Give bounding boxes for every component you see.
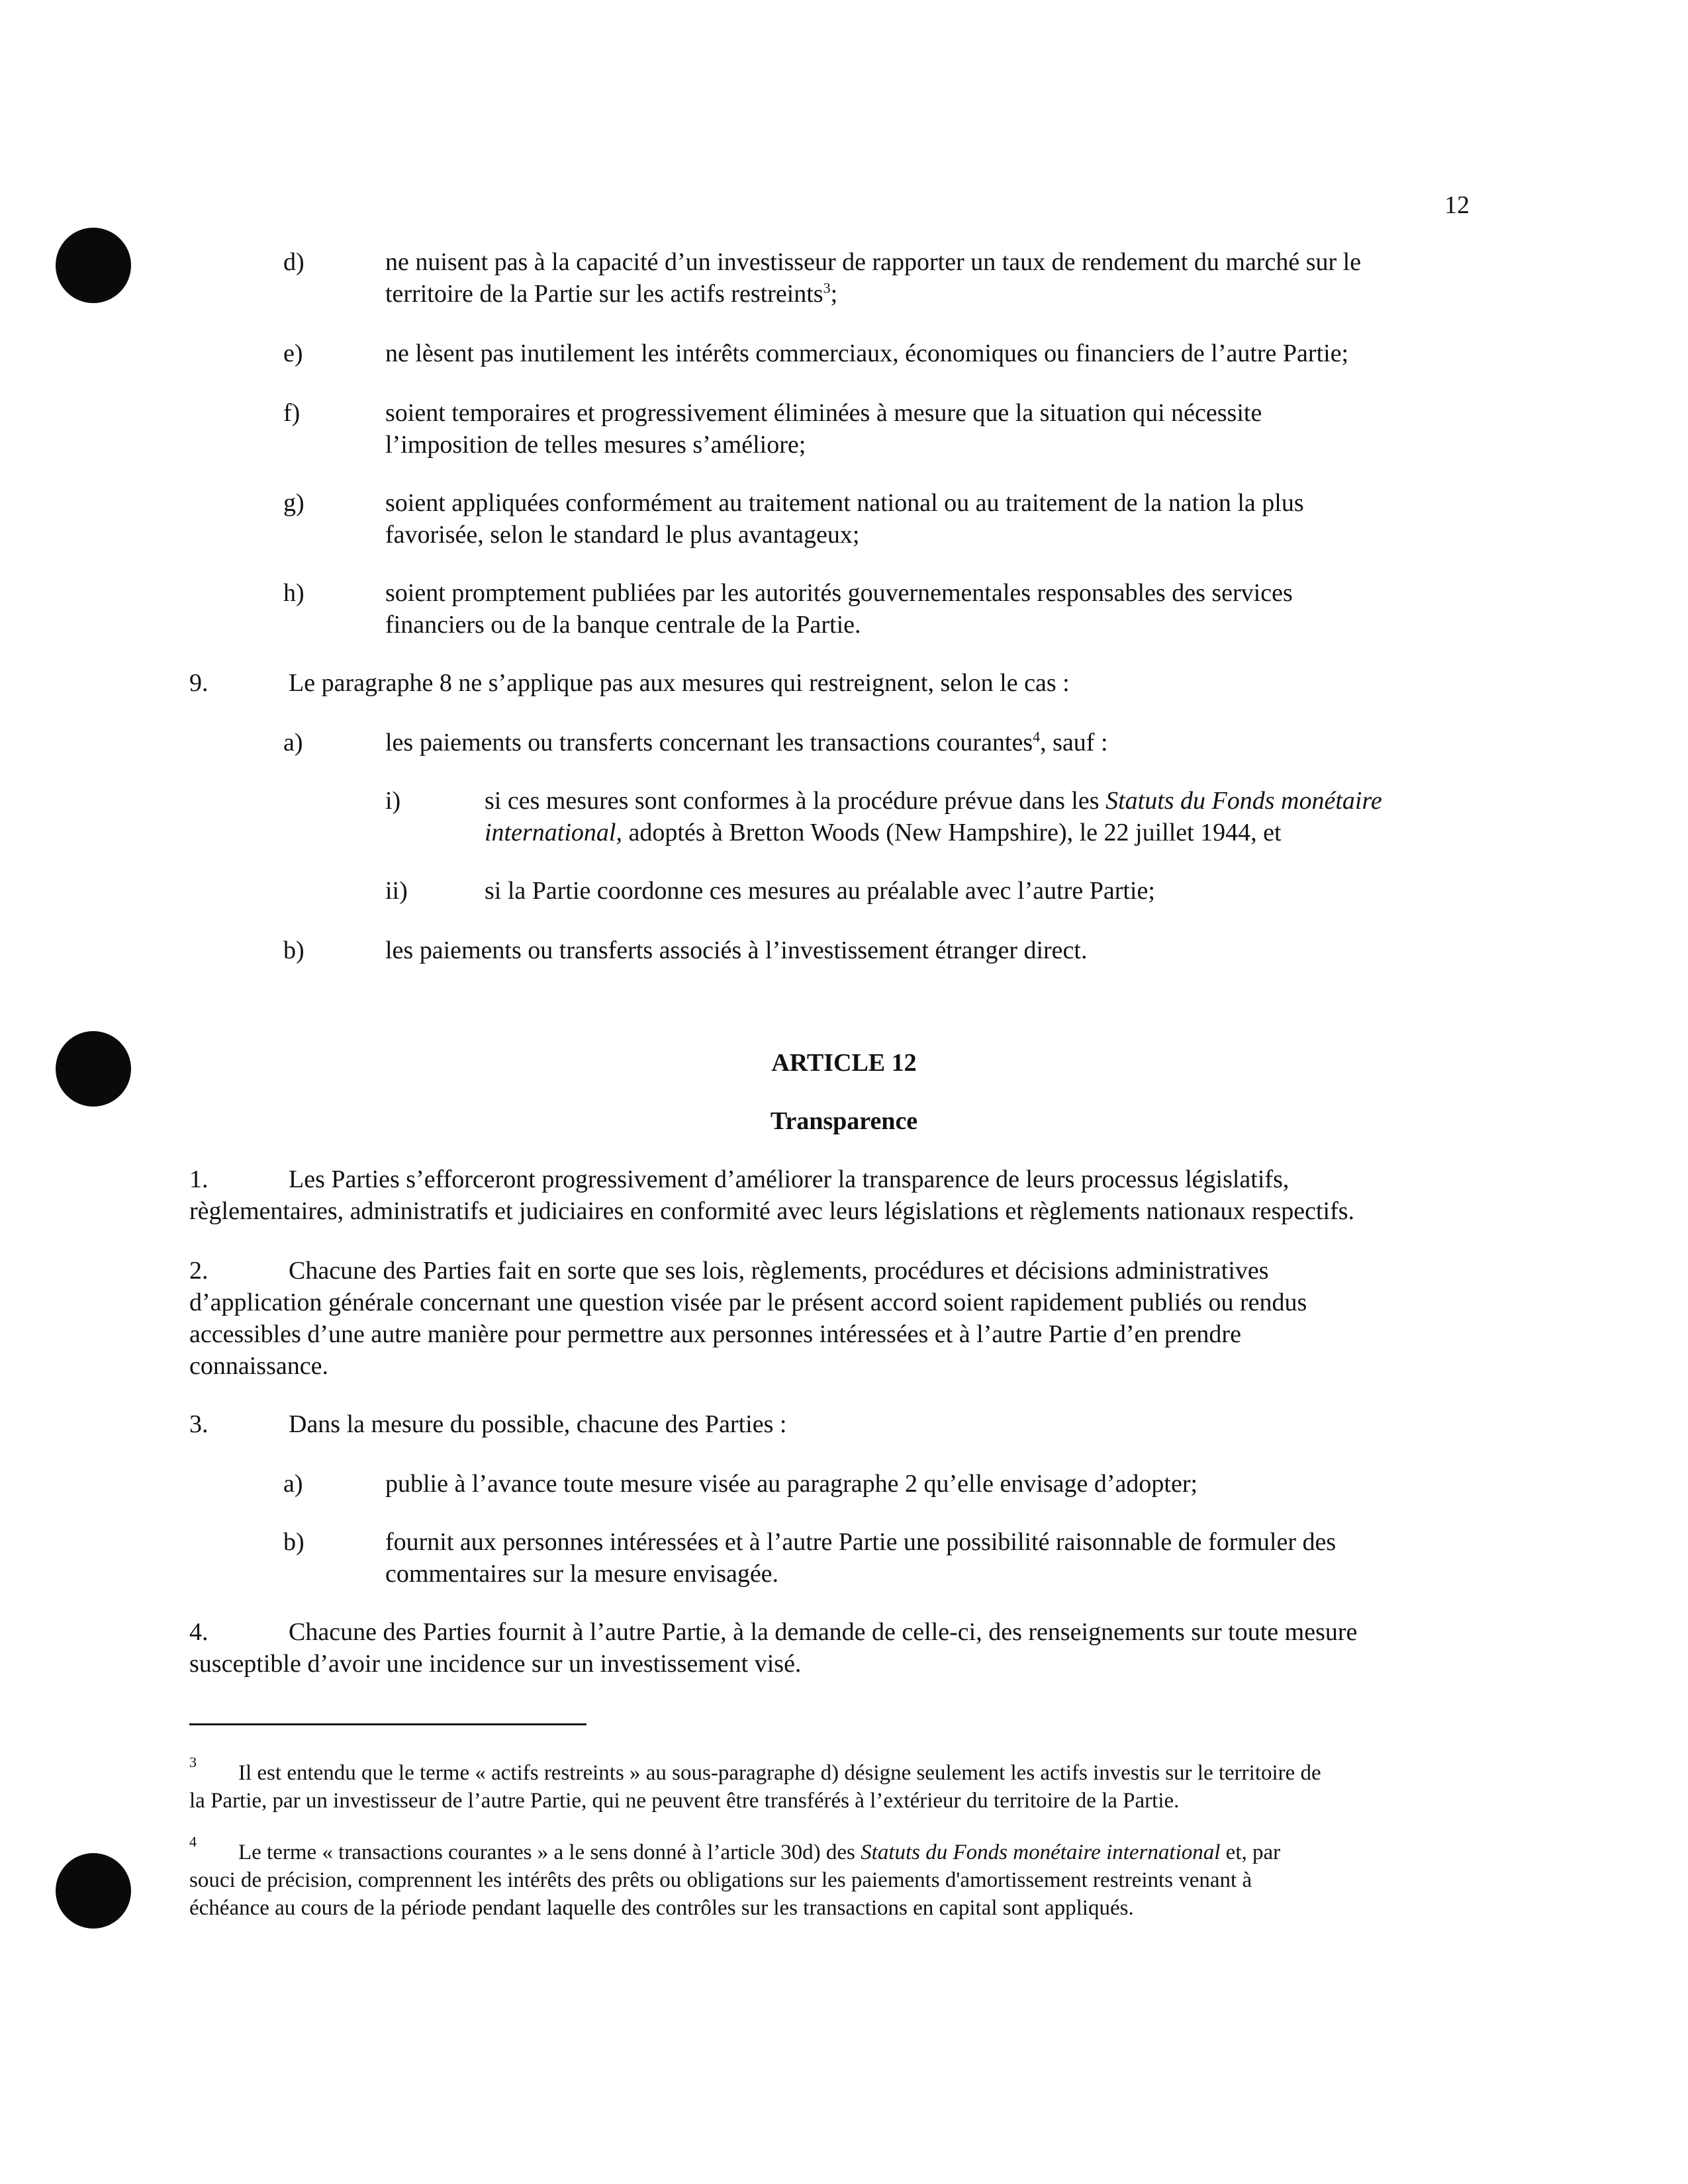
item-label: d) xyxy=(283,248,305,276)
article-paragraph-4: 4. Chacune des Parties fournit à l’autre Partie, à la demande de celle-ci, des renseignements sur toute mesure susceptible d’avoir une incidence sur un investissement visé. xyxy=(189,1616,1474,1680)
subitem-label: ii) xyxy=(385,877,408,905)
paragraph-text: Dans la mesure du possible, chacune des Parties : xyxy=(289,1410,787,1438)
item-text: les paiements ou transferts concernant les transactions courantes$^4$, sauf : xyxy=(385,728,1108,756)
paragraph-number: 3. xyxy=(189,1410,209,1438)
subitem-text: si la Partie coordonne ces mesures au préalable avec l’autre Partie; xyxy=(485,877,1155,905)
item-label: b) xyxy=(283,1528,305,1556)
paragraph-text: Le paragraphe 8 ne s’applique pas aux mesures qui restreignent, selon le cas : xyxy=(289,669,1070,697)
article-heading: ARTICLE 12 xyxy=(771,1049,917,1077)
paragraph-number: 9. xyxy=(189,669,209,697)
item-label: f) xyxy=(283,399,301,427)
item-text: fournit aux personnes intéressées et à l’autre Partie une possibilité raisonnable de formuler des commentaires sur la mesure envisagée. xyxy=(385,1528,1336,1588)
binder-hole-bottom xyxy=(56,1853,131,1929)
item-label: b) xyxy=(283,936,305,964)
item-label: e) xyxy=(283,340,303,367)
footnote-ref-4[interactable]: 4 xyxy=(1033,728,1041,745)
item-label: g) xyxy=(283,489,305,517)
subitem-text: si ces mesures sont conformes à la procédure prévue dans les Statuts du Fonds monétaire international, adoptés à Bretton Woods (New Hampshire), le 22 juillet 1944, et xyxy=(485,787,1382,846)
item-label: h) xyxy=(283,579,305,607)
binder-hole-top xyxy=(56,228,131,303)
footnote-separator xyxy=(189,1723,586,1725)
item-label: a) xyxy=(283,1470,303,1498)
page-number: 12 xyxy=(1444,191,1470,219)
paragraph-number: 2. xyxy=(189,1257,209,1285)
article-paragraph-2: 2. Chacune des Parties fait en sorte que ses lois, règlements, procédures et décisions administratives d’application générale concernant une question visée par le présent accord soient rapidement publiés ou rendus accessibles d’une autre manière pour permettre aux personnes intéressées et à l’autre Partie d’en prendre connaissance. xyxy=(189,1255,1474,1382)
paragraph-number: 1. xyxy=(189,1165,209,1193)
article-paragraph-1: 1. Les Parties s’efforceront progressivement d’améliorer la transparence de leurs processus législatifs, règlementaires, administratifs et judiciaires en conformité avec leurs législations et règlements nationaux respectifs. xyxy=(189,1163,1474,1227)
paragraph-number: 4. xyxy=(189,1618,209,1646)
footnote-ref-3[interactable]: 3 xyxy=(823,279,831,296)
footnote-mark: 4 xyxy=(189,1833,197,1850)
item-text: publie à l’avance toute mesure visée au paragraphe 2 qu’elle envisage d’adopter; xyxy=(385,1470,1198,1498)
footnote-mark: 3 xyxy=(189,1754,197,1770)
item-text: ne nuisent pas à la capacité d’un investisseur de rapporter un taux de rendement du marché sur le territoire de la Partie sur les actifs restreints$^3$; xyxy=(385,248,1362,308)
item-text: soient appliquées conformément au traitement national ou au traitement de la nation la plus favorisée, selon le standard le plus avantageux; xyxy=(385,489,1304,549)
footnote-3: 3 Il est entendu que le terme « actifs restreints » au sous-paragraphe d) désigne seulement les actifs investis sur le territoire de la Partie, par un investisseur de l’autre Partie, qui ne peuvent être transférés à l’extérieur du territoire de la Partie. xyxy=(189,1759,1474,1815)
item-text: soient promptement publiées par les autorités gouvernementales responsables des services financiers ou de la banque centrale de la Partie. xyxy=(385,579,1293,639)
item-text: ne lèsent pas inutilement les intérêts commerciaux, économiques ou financiers de l’autre Partie; xyxy=(385,340,1349,367)
item-text: les paiements ou transferts associés à l’investissement étranger direct. xyxy=(385,936,1088,964)
item-label: a) xyxy=(283,729,303,756)
item-text: soient temporaires et progressivement éliminées à mesure que la situation qui nécessite l’imposition de telles mesures s’améliore; xyxy=(385,399,1262,459)
subitem-label: i) xyxy=(385,787,401,815)
footnote-4: 4 Le terme « transactions courantes » a le sens donné à l’article 30d) des Statuts du Fonds monétaire international et, par souci de précision, comprennent les intérêts des prêts ou obligations sur les paiements d'amortissement restreints venant à échéance au cours de la période pendant laquelle des contrôles sur les transactions en capital sont appliqués. xyxy=(189,1839,1474,1922)
article-subheading: Transparence xyxy=(770,1107,918,1135)
